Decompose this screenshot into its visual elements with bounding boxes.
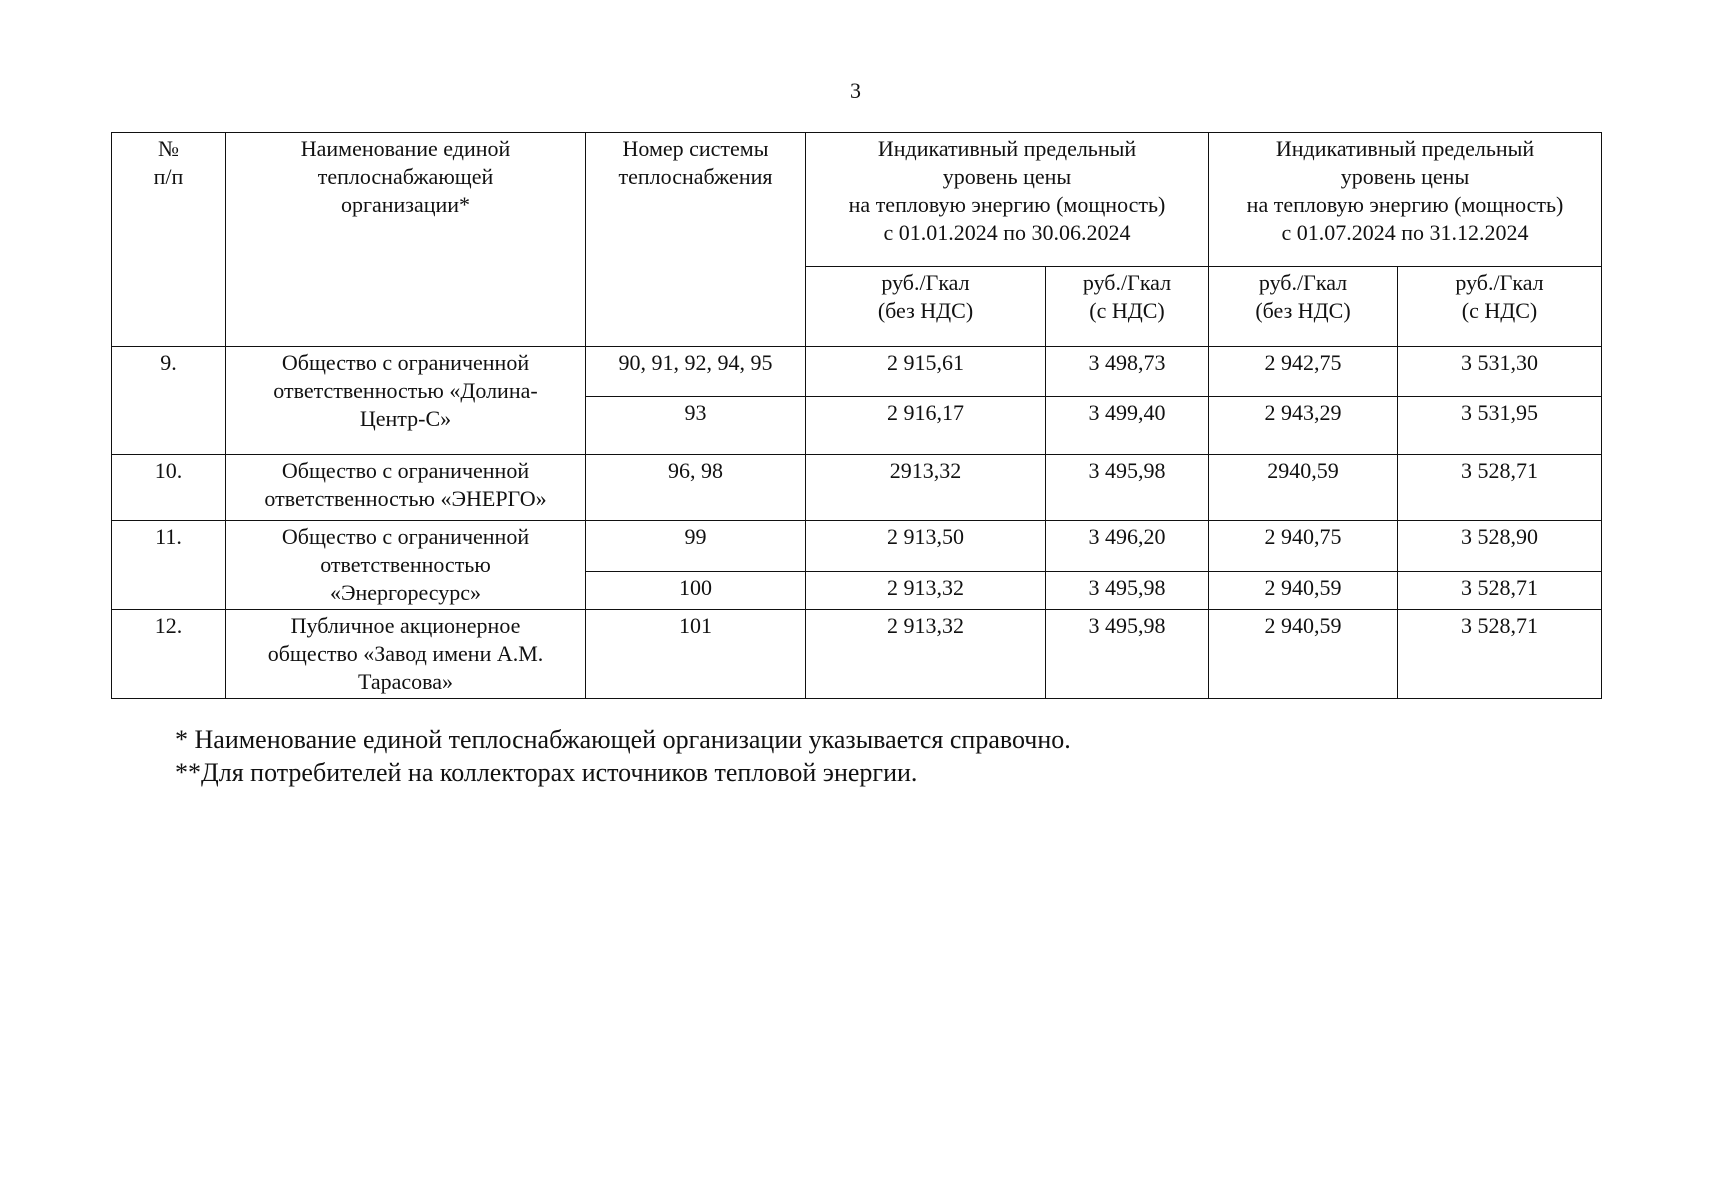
price-p1-vat: 3 495,98 [1046, 572, 1209, 610]
price-p1-vat: 3 496,20 [1046, 521, 1209, 572]
price-p1-no-vat: 2 913,32 [806, 572, 1046, 610]
row-number: 11. [112, 521, 226, 610]
system-number: 100 [586, 572, 806, 610]
table-row [112, 347, 1602, 397]
organization-name: Публичное акционерное общество «Завод имени А.М. Тарасова» [226, 610, 586, 699]
footnote-2: **Для потребителей на коллекторах источников тепловой энергии. [175, 758, 918, 787]
organization-name: Общество с ограниченной ответственностью «ЭНЕРГО» [226, 455, 586, 521]
price-p2-no-vat: 2 943,29 [1209, 397, 1398, 455]
header-period-1: Индикативный предельный уровень цены на тепловую энергию (мощность) с 01.01.2024 по 30.06.2024 [806, 133, 1209, 267]
price-p1-no-vat: 2 915,61 [806, 347, 1046, 397]
price-p2-no-vat: 2940,59 [1209, 455, 1398, 521]
price-p2-no-vat: 2 942,75 [1209, 347, 1398, 397]
header-organization: Наименование единой теплоснабжающей организации* [226, 133, 586, 347]
price-p2-vat: 3 528,71 [1398, 610, 1602, 699]
table-row [112, 610, 1602, 699]
price-p1-no-vat: 2 916,17 [806, 397, 1046, 455]
price-p2-no-vat: 2 940,59 [1209, 572, 1398, 610]
price-p1-vat: 3 498,73 [1046, 347, 1209, 397]
table-row [112, 521, 1602, 572]
page-number: 3 [850, 78, 861, 103]
header-p2-no-vat: руб./Гкал (без НДС) [1209, 267, 1398, 347]
price-p1-vat: 3 495,98 [1046, 610, 1209, 699]
price-p2-no-vat: 2 940,75 [1209, 521, 1398, 572]
price-p2-vat: 3 528,71 [1398, 455, 1602, 521]
price-p1-no-vat: 2913,32 [806, 455, 1046, 521]
footnotes [175, 723, 1071, 789]
table-row [112, 455, 1602, 521]
price-p2-vat: 3 528,71 [1398, 572, 1602, 610]
header-number: № п/п [112, 133, 226, 347]
price-p2-no-vat: 2 940,59 [1209, 610, 1398, 699]
system-number: 101 [586, 610, 806, 699]
price-p1-vat: 3 499,40 [1046, 397, 1209, 455]
price-table [111, 132, 1602, 699]
row-number: 12. [112, 610, 226, 699]
organization-name: Общество с ограниченной ответственностью «Долина- Центр-С» [226, 347, 586, 455]
row-number: 9. [112, 347, 226, 455]
price-p2-vat: 3 528,90 [1398, 521, 1602, 572]
header-system-number: Номер системы теплоснабжения [586, 133, 806, 347]
system-number: 96, 98 [586, 455, 806, 521]
price-p1-vat: 3 495,98 [1046, 455, 1209, 521]
system-number: 93 [586, 397, 806, 455]
header-period-2: Индикативный предельный уровень цены на тепловую энергию (мощность) с 01.07.2024 по 31.12.2024 [1209, 133, 1602, 267]
row-number: 10. [112, 455, 226, 521]
footnote-1: * Наименование единой теплоснабжающей организации указывается справочно. [175, 725, 1071, 754]
header-p2-vat: руб./Гкал (с НДС) [1398, 267, 1602, 347]
price-p1-no-vat: 2 913,32 [806, 610, 1046, 699]
price-p1-no-vat: 2 913,50 [806, 521, 1046, 572]
header-p1-no-vat: руб./Гкал (без НДС) [806, 267, 1046, 347]
header-p1-vat: руб./Гкал (с НДС) [1046, 267, 1209, 347]
price-p2-vat: 3 531,95 [1398, 397, 1602, 455]
organization-name: Общество с ограниченной ответственностью «Энергоресурс» [226, 521, 586, 610]
system-number: 90, 91, 92, 94, 95 [586, 347, 806, 397]
system-number: 99 [586, 521, 806, 572]
price-p2-vat: 3 531,30 [1398, 347, 1602, 397]
